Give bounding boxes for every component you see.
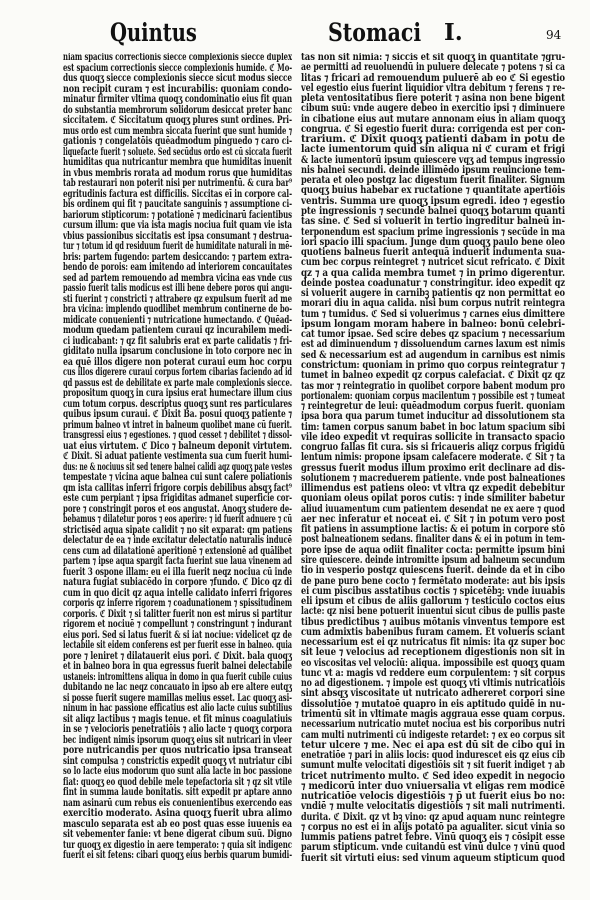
right-column-line-text: ⁊ medicorū inter duo vniuersalia vt eligas rem modicē [301, 780, 565, 792]
right-column-line-text: aliud iuuamentum cum patientem desendat ne ex aere ⁊ quod [301, 503, 565, 515]
left-column-line-text: niam spacius correctionis siecce complexionis siecce duplex [63, 53, 292, 63]
left-column-line-text: nam asinarū cum rebus eis conuenientibus exercendo eas [63, 797, 292, 809]
left-column-line-text: dus quoqʒ siecce complexionis siecce sicut modus siecce [63, 73, 292, 84]
right-column-line-text: tim: tamen corpus sanum babet in boc latum spacium sibi [301, 421, 565, 433]
right-column-line-text: fit patiens in assumptione lactis: & ei potum in corpore stō [301, 524, 565, 536]
left-column-line-text: gationis ⁊ congelatōis quēadmodum pinguedo ⁊ caro ci- [63, 136, 292, 147]
left-column-line-text: rigorem et nociuē ⁊ compellunt ⁊ constringunt ⁊ indurant [63, 619, 292, 630]
right-column-line-text: iori spacio illi spacium. Junge dum quoqʒ paulo bene oleo [301, 236, 565, 248]
left-column-line-text: egritudinis factura est difficilis. Siccitas eī in corpore cal- [63, 188, 292, 200]
folio-number: 94 [546, 28, 562, 42]
right-column-line-text: tricet nutrimento multo. ℭ Sed ideo expedit in negocio [301, 770, 565, 782]
right-column-line-text: necessarium nutricatio mutet nociua est bis corporibus nutri [301, 719, 565, 731]
right-column-line-text: nutricatiōe velocis digestiōis ⁊ p̄ ut fuerit eius bo no: [301, 791, 565, 803]
right-column-line-text: perata et oleo postqz lac digestum fuerit finaliter. Signum [301, 175, 565, 187]
right-column-line-text: cum bec corpus reintegret ⁊ nutricet sicut refricato. ℭ Dixit [301, 257, 565, 269]
right-column-line-text: solutionem ⁊ macreduerem patiente. vnde post balneationes [301, 472, 565, 484]
right-column-line-text: quoqʒ buius habebar ex ructatione ⁊ quantitate apertiōis [301, 185, 565, 197]
left-column-line-text: passio fuerit talis modicus est illi bene debere poros qui angu- [63, 283, 292, 294]
right-column-line-text: trimentū sit in vltimate magis aggraua esse quam corpus. [301, 709, 565, 720]
left-column-line-text: cursum illum: que via ista magis nociua fuit quam vie ista [63, 220, 292, 231]
right-column-line-text: eo viscositas vel velociū: aliqua. impossibile est quoqʒ quam [301, 657, 565, 669]
left-column-line-text: delectatur de ea ⁊ inde excitatur delectatio naturalis inducē [63, 535, 292, 546]
right-column-line-text: illimendus est patiens oleo: vt vltra qz expedit debebitur [301, 483, 565, 495]
running-head-right: Stomaci [328, 18, 422, 47]
left-column-line-text: vbius passionibus siccitatis est ipsa consumant ⁊ destrua- [63, 230, 292, 242]
left-column-line-text: natura fugiat subiacēdo in corpore ⁊fundo. ℭ Dico qz di [63, 577, 292, 588]
left-column-line-text: bebamus ⁊ dilatetur poros ⁊ eos aperire: ⁊ id fuerit adnuere ⁊ cū [63, 514, 292, 525]
right-column-line-text: tum ⁊ tumidus. ℭ Sed si voluerimus ⁊ carnes eius dimittere [301, 308, 565, 320]
left-column-line-text: pore ⁊ constringit poros et eos angustat. Anoqʒ studere de- [63, 503, 292, 515]
left-column-line-text: minatur firmiter vltima quoqʒ condominatio eius fit quan [63, 94, 292, 105]
right-column-line-text: pleta ventositatibus fiere poterit ⁊ asina non bene bigent [301, 93, 565, 105]
right-column-line-text: dissolutiōe ⁊ mutatoē quapro in eis aptitudo quidē in nu- [301, 698, 565, 710]
left-column-line-text: modum quedam patientem curaui qz incurabilem medi- [63, 325, 292, 336]
right-column-line-text: congruo fallas fit cura. sis si fricaueris aliqz corpus frigidū [301, 442, 565, 454]
right-column-line-text: lacte: qz nisi bene potuerit inuentui sicut cibus de pullis paste [301, 606, 565, 618]
right-column-line-text: aer nec inferatur et noceat ei. ℭ Sit ⁊ in potum vero post [301, 513, 565, 525]
left-column-line-text: fuerit 3 ospone illam: eu ei illa fuerit neqz nociua cū inde [63, 566, 292, 578]
left-column-line-text: bec indigent nimis ipsorum quoqʒ eius sit nutricari in vleer [63, 734, 292, 746]
left-column-line-text: si posse fuerit sugere mamillas melius esset. Lac quoqʒ asi- [63, 692, 292, 704]
left-column-line-text: dus: ne & nociuus sit sed tenere balnei calidi aqz quoqʒ pate vestes [63, 461, 292, 473]
left-column-line-text: cum in quo dicit qz aqua intelle calidato inferri frigores [63, 587, 292, 599]
left-column-line-text: giditato nulla ipsarum conclusione in toto corpore nec in [63, 346, 292, 357]
right-column-line-text: sit leue ⁊ velocius ad receptionem digestionis non sit in [301, 647, 565, 659]
left-column-line-text: pore nutricandis per quos nutricatio ipsa transeat [63, 745, 292, 756]
right-column-line-text: tio in vesperio postqz quiescens fuerit. deinde da et in cibo [301, 565, 565, 577]
right-column-line-text: cat tumor ipsae. Sed scire debes qz spacium ⁊ necessarium [301, 329, 565, 341]
left-column-line-text: transgressi eius ⁊ egestiones. ⁊ quod cesset ⁊ debilitet ⁊ dissol- [63, 430, 292, 441]
left-column-line-text: primum balneo vt intret in balneum quolibet mane cū fuerit. [63, 419, 292, 431]
left-column-line-text: ci iudicabant: ⁊ qz fit salubris erat ex parte calidatis ⁊ fri- [63, 335, 292, 347]
left-column-line-text: corporis qz inferre rigorem ⁊ coadunationem ⁊ spissitudinem [63, 598, 292, 609]
left-column-line-text: sit aliqz lactibus ⁊ magis tenue. et fit minus coagulatiuis [63, 713, 292, 725]
right-column-line-text: gressus fuerit modus illum proximo erit declinare ad dis- [301, 462, 565, 474]
right-column-line-text: vile ideo expedit vt requiras sollicite in transacto spacio [301, 431, 565, 443]
left-column-line-text: tur ⁊ totum id qd residuum fuerit de humiditate naturali in mē- [63, 241, 292, 252]
left-column-line-text: sint compulsa ⁊ constrictis expedit quoqʒ vt nutriatur cibi [63, 755, 292, 767]
left-column-line-text: bariorum stipticorum: ⁊ potationē ⁊ medicinarū facientibus [63, 209, 292, 221]
left-column-line-text: ℭ Dixit. Si aduat patiente vestimenta sua cum fuerit humi- [63, 451, 292, 462]
left-column-line-text: qd passus est de debilitate ex parte male complexionis siecce. [63, 377, 292, 389]
right-column-line-text: ipsa bora qua parum tumet inducitur ad dissolutionem sta [301, 411, 565, 423]
right-column-line-text: fuerit sit virtuti eius: sed vinum aqueum stipticum quod [301, 852, 565, 864]
left-column-line-text: fiat: quoqʒ eo quod debile mele tepefactoria sit ⁊ qz sit vtile [63, 776, 292, 788]
left-column-line-text: cus illos digerere curaui corpus fortem cibarias faciendo ad id [63, 367, 292, 378]
left-column-line-text: bis ordinem qui fit ⁊ paucitate sanguinis ⁊ assumptione ci- [63, 199, 292, 210]
right-column-line-text: ipsum longam moram habere in balneo: bonū celebri- [301, 318, 565, 330]
left-column-line-text: este cum perpiant ⁊ ipsa frigiditas admanet superficie cor- [63, 493, 292, 504]
right-column-line-text: sire quiescere. deinde intromitte ipsum ad balneum secundum [301, 555, 565, 567]
left-column-line-text: bris: partem fugendo: partem desiccando: ⁊ partem extra- [63, 251, 292, 263]
right-column-line-text: & lacte iumentorū ipsum quiescere vqʒ ad tempus ingressio [301, 154, 565, 166]
left-column-line-text: ea quē illos digere non poterat curaui eum hoc corpu [63, 356, 292, 368]
left-column-line-text: humiditas qua nutricantur membra que humiditas inuenit [63, 157, 292, 168]
right-column-line-text: qz ⁊ a qua calida membra tumet ⁊ in primo digerentur. [301, 267, 565, 279]
right-column-line-text: congrua. ℭ Si egestio fuerit dura: corrigenda est per con- [301, 123, 565, 135]
right-column-line-text: portionalem: quoniam corpus macilentum ⁊ possibile est ⁊ tumeat [301, 390, 565, 402]
right-column-line-text: terponendum est spacium prime ingressionis ⁊ secūde in ma [301, 226, 565, 238]
right-column-line-text: tumet in balneo expedit qz corpus calefaciat. ℭ Dixit qz qz [301, 370, 565, 382]
left-column-line-text: tempestate ⁊ vicina aque balnea cui sunt calere poliationis [63, 472, 292, 483]
right-column-line-text: parum stipticum. vnde cuitandū est vinū dulce ⁊ vinū quod [301, 842, 565, 854]
left-column-line-text: non recipit curam ⁊ est incurabilis: quoniam condo- [63, 83, 292, 95]
right-column-line-text: constrictum: quoniam in primo quo corpus reintegratur ⁊ [301, 359, 565, 371]
left-column-line-text: do substantia membrorum solidorum desiccat preter banc [63, 104, 292, 116]
left-column-line-text: siccitatem. ℭ Siccitatum quoqʒ plures sunt ordines. Pri- [63, 115, 292, 126]
right-column-line-text: necessarium est ei qz nutricatus fit nimis: ita qz super boc [301, 637, 565, 649]
right-column-line-text: no ad digestionem. ⁊ impole est quoqʒ vti vltimis nutricatiōis [301, 678, 565, 690]
left-column-line [63, 851, 292, 862]
left-column-line-text: in vbus membris rorata ad modum rorus que humiditas [63, 167, 292, 179]
right-column-line-text: ventris. Summa ure quoqʒ ipsum egredi. ideo ⁊ egestio [301, 195, 565, 207]
left-column-line-text: strictisēd aqua sipate calidit ⁊ no sit exparat: qm patiens [63, 524, 292, 536]
left-column-line-text: dubitando ne lac neqz concauato in ipso ab ere altere eutqʒ [63, 682, 292, 693]
left-column-line-text: ustaneis: intromittens aliqua in domo in qua fuerit cubile cuius [63, 671, 292, 683]
right-column-line-text: ⁊ reintegretur de leui: quēadmodum corpus fuerit. quoniam [301, 401, 565, 413]
right-column-line-text: in cibatione eius aut mutare annonam eius in aliam quoqʒ [301, 113, 565, 125]
right-column-line-text: ae permitti ad reuoluendū in puluere delecate ⁊ potens ⁊ si ca [301, 62, 565, 74]
right-column-line-text: tas sine. ℭ Sed si voluerit in tertio ingreditur balneū in- [301, 216, 565, 228]
right-column-line-text: enetratiōe ⁊ pari in aliis locis: quod indurescet eis qz eius cib [301, 750, 565, 762]
left-column-line-text: eius pori. Sed si latus fuerit & si iat nociue: videlicet qz de [63, 629, 292, 641]
left-column-line-text: et in balneo bora in qua egressus fuerit balnei delectabile [63, 661, 292, 672]
right-column-line-text: tunc vt a: magis vd reddere eum corpulentem: ⁊ sit corpus [301, 667, 565, 679]
left-column-line-text: quibus ipsum curaui. ℭ Dixit Ba. posui quoqʒ patiente ⁊ [63, 409, 292, 420]
left-column-line-text: propositum quoqʒ in cura ipsius erat humectare illum cius [63, 388, 292, 399]
right-column-line-text: pore ipse de aqua odiit finaliter cocta: permitte ipsum bini [301, 544, 565, 556]
right-column-line-text: cam multi nutrimenti cū indigeste retardet: ⁊ ex eo corpus sit [301, 729, 565, 741]
right-column-line-text: quoniam oleus opilat poros cutis: ⁊ inde similiter babetur [301, 493, 565, 505]
left-column-line-text: est spacium correctionis siecce complexionis humide. ℭ Mo- [63, 62, 292, 74]
left-column-line-text: bendo de porois: eam imitendo ad interiorem concauitates [63, 262, 292, 273]
left-column-line-text: mus ordo est cum membra siccata fuerint que sunt humide ⁊ [63, 125, 292, 137]
right-column-line-text: ⁊ corpus no est ei in alijs potatō pa agualiter. sicut vinia so [301, 821, 565, 833]
right-column-line-text: morari diu in aqua calida. nisi bum corpus nutrit reintegra [301, 298, 565, 310]
left-column-line-text: qm ista callitas inferri frigore corpis debilibus absqʒ fact⁹ [63, 482, 292, 494]
right-column-line-text: trarium. ℭ Dixit quoqʒ patienti dabam in potu de [301, 134, 565, 146]
right-column-line-text: cibum suū: vnde augere debeo in exercitio ipsi ⁊ diminuere [301, 103, 565, 115]
left-column-line-text: tur quoqʒ ex digestio in aere temperato: ⁊ quia sit indigenc [63, 839, 292, 851]
left-column-line-text: uat eius virtutem. ℭ Dico ⁊ balneum deponit virtutem. [63, 440, 292, 452]
right-column-line-text: sed & necessarium est ad augendum in carnibus est nimis [301, 349, 565, 361]
right-column-line-text: si voluerit augere in carnibꝫ patientis qz non permittat eo [301, 288, 565, 300]
left-column-line-text: tab restaurari non poterit nisi per nutrimentū. & cura bar⁹ [63, 178, 292, 189]
left-column-line-text: in se ⁊ velocioris penetratiōis ⁊ alio lacte ⁊ quoqʒ corpora [63, 724, 292, 735]
right-column-line-text: sumunt multe velocitati digestiōis sit ⁊ sit fuerit indiget ⁊ ab [301, 760, 565, 772]
right-column-line [301, 854, 565, 864]
left-column-line-text: liquefacte fuerit ⁊ soluete. Sed secūdus ordo est cū siccata fuerit [63, 146, 292, 158]
right-column-line-text: eli ipsum et cibus de aliis gallorum ⁊ testiculo coctos eius [301, 596, 565, 608]
left-column-line-text: ninum in hac passione efficatius est alio lacte cuius subtilius [63, 703, 292, 714]
right-column-line-text: durita. ℭ Dixit. qz vt bꝫ vino: qz apud aquam nunc reintegre [301, 811, 565, 823]
right-column-line-text: lentum nimis: propone ipsam calefacere moderate. ℭ Sit ⁊ ta [301, 452, 565, 464]
running-head-left: Quintus [110, 18, 197, 47]
right-column-line-text: nis balnei secundi. deinde illimēdo ipsum reuincione tem- [301, 164, 565, 176]
left-column-line-text: sit vebementer fanie: vt bene digerat cibum suū. Digno [63, 829, 292, 840]
left-column-line-text: fint in summa laude bonitatis. sitt expedit pr aptare anno [63, 787, 292, 798]
right-column-line-text: vndiē ⁊ multe velocitatis digestiōis ⁊ sit mali nutrimenti. [301, 801, 565, 813]
right-text-column [301, 53, 565, 867]
right-column-line-text: lummis patiens patret febre. Vinū quoqʒ eis ⁊ cōsipit esse [301, 832, 565, 844]
right-column-line-text: tetur ulcere ⁊ me. Nec ei apa est dū sit de cibo qui in [301, 739, 565, 751]
left-column-line-text: corporis. ℭ Dixit ⁊ si talitter fuerit non est mirus si partitur [63, 608, 292, 620]
left-column-line-text: lectabile sit eidem conferens est per fuerit esse in balneo. quia [63, 640, 292, 651]
right-column-line-text: tibus predictibus ⁊ auibus mōtanis vinventus tempore est [301, 616, 565, 628]
right-column-line-text: tas non sit nimia: ⁊ siccis et sit quoqʒ in quantitate ⁊gru- [301, 53, 565, 63]
right-column-line-text: post balneationem sedans. finaliter dans & ei in potum in tem- [301, 534, 565, 546]
left-column-line-text: cum totum corpus. descriptus quoqʒ sunt res particulares [63, 398, 292, 410]
left-column-line-text: bra vicina: implendo quodlibet membrum continerne de bo- [63, 304, 292, 315]
left-column-line-text: masculo separata est ab eo post quas esse iuuenis ea [63, 818, 292, 830]
left-column-line-text: cens cum ad dilatationē aperitionē ⁊ extensionē ad quālibet [63, 545, 292, 557]
right-column-line-text: pte ingressionis ⁊ secundē balnei quoqʒ botarum quanti [301, 205, 565, 217]
right-column-line-text: cum admixtis babenibus furam camem. Et volueris sciant [301, 626, 565, 638]
right-column-line-text: ei cum piscibus asstatibus coctis ⁊ spicetēbꝫ: vnde iuuabis [301, 585, 565, 597]
left-column-line-text: exercitio moderato. Asina quoqʒ fuerit ubra alimo [63, 808, 292, 819]
left-column-line-text: sed ad partem remouendo ad membra vicina eas vnde cus [63, 272, 292, 284]
left-text-column [63, 53, 292, 865]
right-column-line-text: vel egestio eius fuerint liquidior vltra debitum ⁊ ferens ⁊ re- [301, 82, 565, 94]
right-column-line-text: litas ⁊ fricari ad remouendum puluerē ab eo ℭ Si egestio [301, 72, 565, 84]
right-column-line-text: est ad diminuendum ⁊ dissoluendum carnes laxum est nimis [301, 339, 565, 351]
left-column-line-text: fuerit ei sit fetens: cibari quoqʒ eius berbis quarum bumidi- [63, 850, 292, 861]
left-column-line-text: pore ⁊ leniret ⁊ dilatauerit eius pori. ℭ Dixit. bala quoqʒ [63, 650, 292, 662]
left-column-line-text: midicate conuenienti ⁊ nutricatione humectando. ℭ Quēad- [63, 314, 292, 326]
right-column-line-text: sint absqʒ viscositate ut nutricato adhereret corpori sine [301, 688, 565, 700]
left-column-line-text: so lo lacte eius modorum quo sunt alia lacte in boc passione [63, 766, 292, 777]
right-column-line-text: lacte iumentorum quid sin aliqua ni ℭ curam et frigi [301, 144, 565, 156]
right-column-line-text: quotiens balneus fuerit antequā induerit indumenta sua- [301, 247, 565, 259]
right-column-line-text: deinde postea coadunatur ⁊ constringitur. ideo expedit qz [301, 277, 565, 289]
chapter-number: I. [444, 19, 463, 46]
left-column-line-text: sti fuerint ⁊ constricti ⁊ attrabere qz expulsum fuerit ad me [63, 293, 292, 305]
right-column-line-text: de pane puro bene cocto ⁊ fermētato moderate: aut bis ipsis [301, 575, 565, 587]
right-column-line-text: tas mor ⁊ reintegratio in quolibet corpore babent modum pro [301, 380, 565, 392]
left-column-line-text: partem ⁊ ipse aqua spargit facta fuerint sue laua vinenem ad [63, 556, 292, 567]
